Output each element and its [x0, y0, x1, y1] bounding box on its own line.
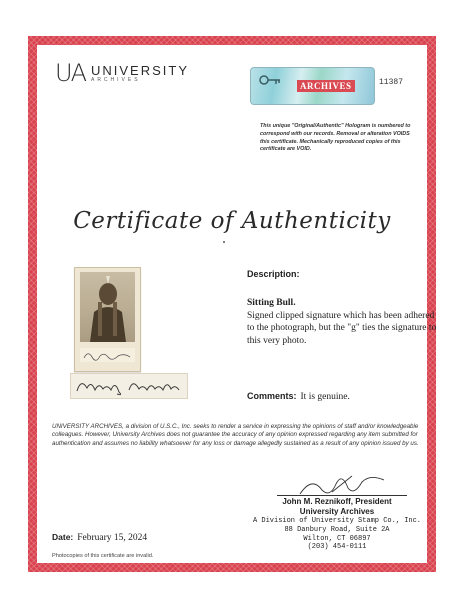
signatory-block	[227, 497, 447, 552]
hologram-note: This unique "Original/Authentic" Hologram is numbered to correspond with our records. Removal or alteration VOIDS this certificate. Mechanically reproduced copies of this certificate are VOID.	[260, 123, 411, 153]
portrait-figure	[80, 272, 135, 342]
signature-line	[277, 495, 407, 496]
description-label: Description:	[247, 269, 300, 279]
logo-mark: UA	[55, 59, 85, 87]
certificate-title: Certificate of Authenticity	[73, 208, 391, 234]
hologram-serial-number: 11387	[379, 78, 404, 87]
signatory-division: A Division of University Stamp Co., Inc.	[252, 517, 422, 525]
hologram-label: ARCHIVES	[297, 80, 355, 92]
certificate-date	[52, 532, 147, 543]
signatory-name: John M. Reznikoff, President	[282, 497, 392, 506]
date-value: February 15, 2024	[77, 533, 148, 543]
description-body: Signed clipped signature which has been adhered to the photograph, but the "g" ties the signature to this very photo.	[247, 311, 437, 346]
photo-signature-clip	[80, 348, 135, 362]
signatory-org: University Archives	[299, 507, 375, 516]
decorative-dot	[223, 241, 225, 243]
certificate-border	[28, 36, 436, 572]
comments	[247, 391, 350, 402]
date-label: Date:	[52, 532, 74, 542]
signatory-address-1: 88 Danbury Road, Suite 2A	[284, 525, 390, 534]
signatory-address-2: Wilton, CT 06897	[303, 534, 371, 543]
comments-text: It is genuine.	[300, 392, 350, 402]
certificate-paper	[37, 45, 437, 563]
logo-sub: ARCHIVES	[90, 76, 141, 83]
authenticity-hologram	[250, 67, 375, 105]
key-icon	[259, 74, 281, 86]
disclaimer-text: UNIVERSITY ARCHIVES, a division of U.S.C., Inc. seeks to render a service in expressing the opinions of staff and/or knowledgeable colleagues. However, University Archives does not guarantee the accuracy of any opinion expressed regarding any item submitted for authentication and assumes no liability whatsoever for any loss or damage allegedly sustained as a result of any opinion issued by us.	[52, 423, 419, 447]
item-name: Sitting Bull.	[247, 298, 296, 308]
comments-label: Comments:	[247, 391, 297, 401]
clipped-signature	[70, 373, 188, 399]
photocopy-note: Photocopies of this certificate are invalid.	[52, 553, 154, 559]
logo-name: UNIVERSITY	[90, 62, 189, 78]
signatory-phone: (203) 454-0111	[307, 543, 367, 552]
portrait-image	[80, 272, 135, 342]
university-archives-logo	[55, 59, 189, 87]
signed-photograph	[74, 267, 141, 372]
